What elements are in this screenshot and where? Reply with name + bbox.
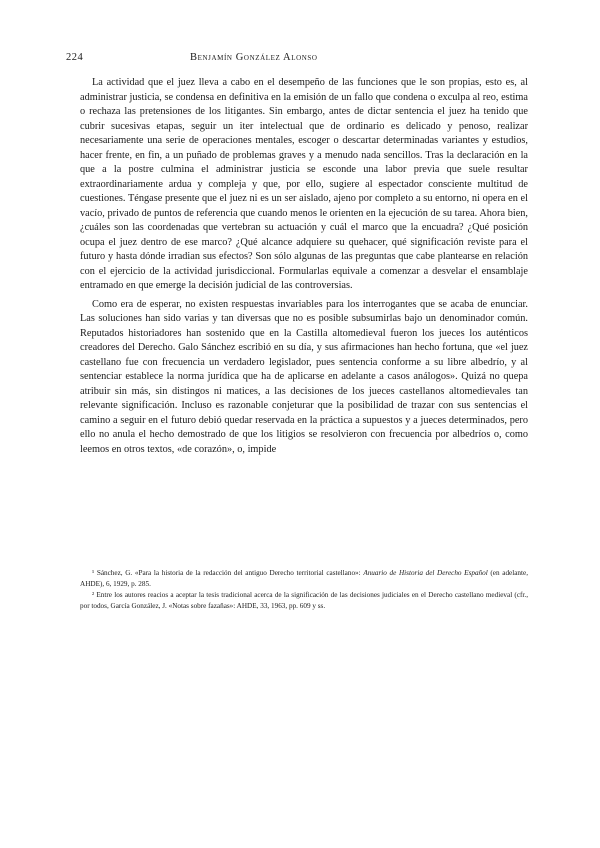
body-text <box>80 76 528 457</box>
running-head <box>66 52 536 68</box>
footnote-1-suffix: (en adelante, AHDE), 6, 1929, p. 285. <box>80 569 528 588</box>
paragraph-1: La actividad que el juez lleva a cabo en el desempeño de las funciones que le son propias, esto es, al administrar justicia, se condensa en definitiva en la emisión de un fallo que condena o exculpa al reo, estima o rechaza las pretensiones de los litigantes. Sin embargo, antes de dictar sentencia el juez ha tenido que cubrir sucesivas etapas, seguir un iter intelectual que de ordinario es delicado y penoso, realizar necesariamente una serie de operaciones mentales, escoger o descartar determinadas variantes y estudios, hacer frente, en fin, a un puñado de problemas graves y a menudo nada sencillos. Tras la declaración en la que a la postre culmina el administrar justicia se esconde una labor previa que suele resultar extraordinariamente ardua y compleja y que, por ello, sugiere al espectador consciente multitud de cuestiones. Téngase presente que el juez ni es un ser aislado, ajeno por completo a su entorno, ni opera en el vacío, privado de puntos de referencia que cuando menos le orienten en la ejecución de su tarea. Ahora bien, ¿cuáles son las coordenadas que vertebran su actuación y cuál el marco que la encuadra? ¿Qué posición ocupa el juez dentro de ese marco? ¿Qué alcance adquiere su quehacer, qué significación reviste para el futuro y hasta dónde irradian sus efectos? Son sólo algunas de las preguntas que cabe plantearse en relación con el ejercicio de la actividad jurisdiccional. Formularlas equivale a comenzar a desvelar el ensamblaje entramado en que emerge la decisión judicial de las controversias. <box>80 77 528 291</box>
page-number: 224 <box>66 52 84 63</box>
running-title: Benjamín González Alonso <box>190 52 318 63</box>
footnote-2: ² Entre los autores reacios a aceptar la tesis tradicional acerca de la significación de las decisiones judiciales en el Derecho castellano medieval (cfr., por todos, García González, J. «Notas sobre fazañas»: AHDE, 33, 1963, pp. 609 y ss. <box>80 591 528 610</box>
footnote-1 <box>80 568 528 590</box>
footnote-1-prefix: ¹ Sánchez, G. «Para la historia de la redacción del antiguo Derecho territorial castellano»: <box>92 569 364 577</box>
paragraph-2: Como era de esperar, no existen respuestas invariables para los interrogantes que se acaba de enunciar. Las soluciones han sido varias y tan diversas que no es posible subsumirlas bajo un denominador común. Reputados historiadores han sostenido que en la Castilla altomedieval fueron los jueces los auténticos creadores del Derecho. Galo Sánchez escribió en su día, y sus afirmaciones han hecho fortuna, que «el juez castellano fue con frecuencia un verdadero legislador, pues sentencia conforme a su libre albedrío, y al sentenciar establece la norma jurídica que ha de aplicarse en adelante a casos análogos». Quizá no quepa atribuir sin más, sin distingos ni matices, a las decisiones de los jueces castellanos altomedievales tan relevante significación. Incluso es razonable conjeturar que la posibilidad de trazar con sus sentencias el camino a seguir en el futuro debió quedar reservada en la práctica a supuestos y a jueces determinados, pero ello no anula el hecho demostrado de que los litigios se resolvieron con frecuencia por albedríos o, como leemos en otros textos, «de corazón», o, impide <box>80 298 528 455</box>
footnote-1-journal: Anuario de Historia del Derecho Español <box>363 569 488 577</box>
footnotes <box>80 568 528 612</box>
